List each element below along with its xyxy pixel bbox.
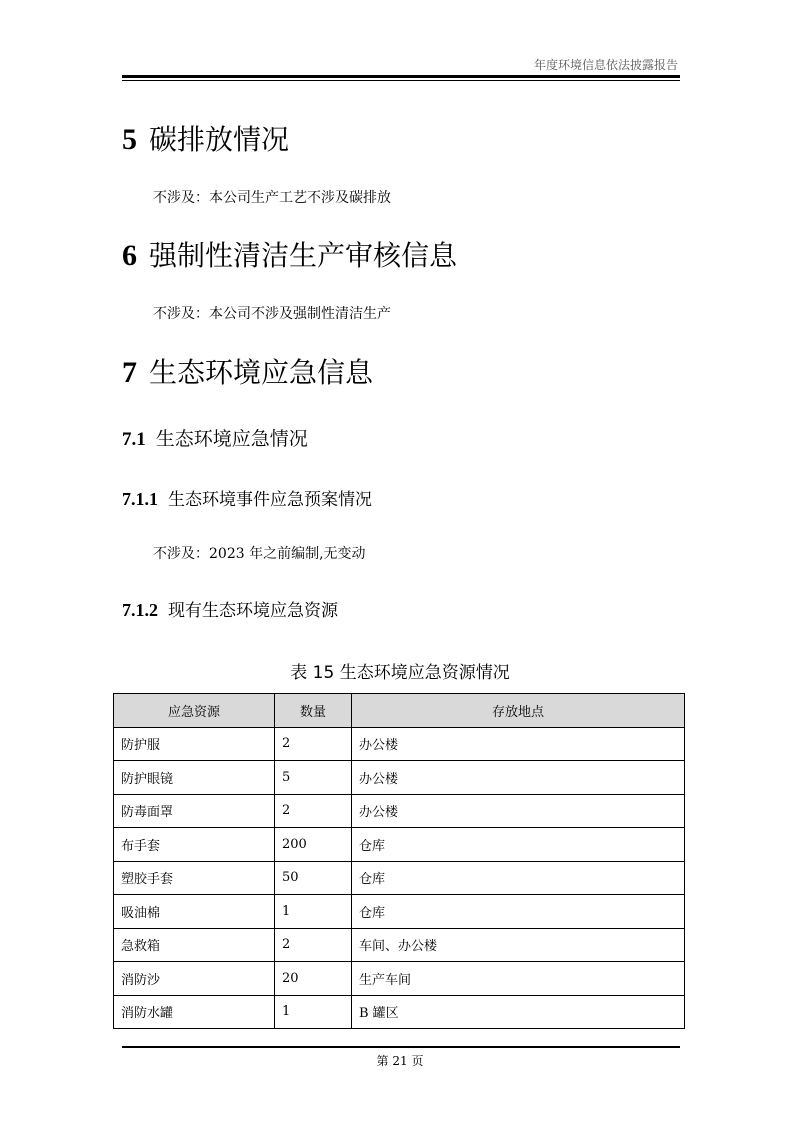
table-row bbox=[114, 895, 685, 929]
header-rule-thick bbox=[122, 75, 680, 78]
table-row bbox=[114, 928, 685, 962]
section-title: 碳排放情况 bbox=[149, 123, 290, 156]
cell-location: 仓库 bbox=[352, 828, 685, 862]
header-rule-thin bbox=[122, 80, 680, 81]
cell-location: 办公楼 bbox=[352, 761, 685, 795]
cell-quantity: 1 bbox=[275, 995, 352, 1029]
header-title: 年度环境信息依法披露报告 bbox=[533, 58, 678, 72]
section-number: 6 bbox=[122, 239, 137, 272]
cell-location: 仓库 bbox=[352, 861, 685, 895]
cell-location: 生产车间 bbox=[352, 962, 685, 996]
table-row bbox=[114, 861, 685, 895]
section-7-heading bbox=[122, 355, 373, 391]
footer-rule bbox=[122, 1046, 680, 1048]
cell-resource: 布手套 bbox=[114, 828, 275, 862]
section-5-heading bbox=[122, 122, 289, 158]
header-quantity: 数量 bbox=[275, 694, 352, 728]
cell-resource: 防护眼镜 bbox=[114, 761, 275, 795]
table-row bbox=[114, 761, 685, 795]
table-row bbox=[114, 727, 685, 761]
section-6-heading bbox=[122, 238, 457, 274]
cell-location: 仓库 bbox=[352, 895, 685, 929]
table-caption: 表 15 生态环境应急资源情况 bbox=[290, 663, 510, 683]
table-row bbox=[114, 962, 685, 996]
cell-location: 办公楼 bbox=[352, 727, 685, 761]
header-location: 存放地点 bbox=[352, 694, 685, 728]
cell-location: B 罐区 bbox=[352, 995, 685, 1029]
section-title: 生态环境应急信息 bbox=[149, 356, 374, 389]
section-number: 5 bbox=[122, 123, 137, 156]
table-header-row bbox=[114, 694, 685, 728]
cell-quantity: 2 bbox=[275, 794, 352, 828]
table-row bbox=[114, 828, 685, 862]
table-row bbox=[114, 794, 685, 828]
section-number: 7.1 bbox=[122, 429, 146, 450]
cell-resource: 防护服 bbox=[114, 727, 275, 761]
cell-quantity: 2 bbox=[275, 928, 352, 962]
section-title: 生态环境应急情况 bbox=[155, 428, 308, 450]
section-title: 现有生态环境应急资源 bbox=[168, 601, 338, 621]
section-7-1-1-text: 不涉及：2023 年之前编制,无变动 bbox=[153, 546, 366, 562]
section-7-1-heading bbox=[122, 426, 308, 453]
cell-quantity: 200 bbox=[275, 828, 352, 862]
section-number: 7 bbox=[122, 356, 137, 389]
table-row bbox=[114, 995, 685, 1029]
section-7-1-2-heading bbox=[122, 598, 338, 623]
cell-resource: 防毒面罩 bbox=[114, 794, 275, 828]
cell-resource: 吸油棉 bbox=[114, 895, 275, 929]
cell-quantity: 1 bbox=[275, 895, 352, 929]
section-number: 7.1.2 bbox=[122, 600, 158, 620]
cell-resource: 消防沙 bbox=[114, 962, 275, 996]
cell-location: 办公楼 bbox=[352, 794, 685, 828]
header-resource: 应急资源 bbox=[114, 694, 275, 728]
cell-resource: 消防水罐 bbox=[114, 995, 275, 1029]
cell-resource: 塑胶手套 bbox=[114, 861, 275, 895]
page-number: 第 21 页 bbox=[376, 1054, 424, 1068]
section-5-text: 不涉及：本公司生产工艺不涉及碳排放 bbox=[153, 190, 391, 206]
cell-location: 车间、办公楼 bbox=[352, 928, 685, 962]
section-title: 生态环境事件应急预案情况 bbox=[168, 490, 372, 510]
section-6-text: 不涉及：本公司不涉及强制性清洁生产 bbox=[153, 306, 391, 322]
emergency-resources-table bbox=[113, 693, 685, 1029]
section-title: 强制性清洁生产审核信息 bbox=[149, 239, 458, 272]
cell-quantity: 50 bbox=[275, 861, 352, 895]
cell-quantity: 2 bbox=[275, 727, 352, 761]
cell-quantity: 20 bbox=[275, 962, 352, 996]
section-number: 7.1.1 bbox=[122, 489, 158, 509]
cell-resource: 急救箱 bbox=[114, 928, 275, 962]
cell-quantity: 5 bbox=[275, 761, 352, 795]
section-7-1-1-heading bbox=[122, 487, 372, 512]
